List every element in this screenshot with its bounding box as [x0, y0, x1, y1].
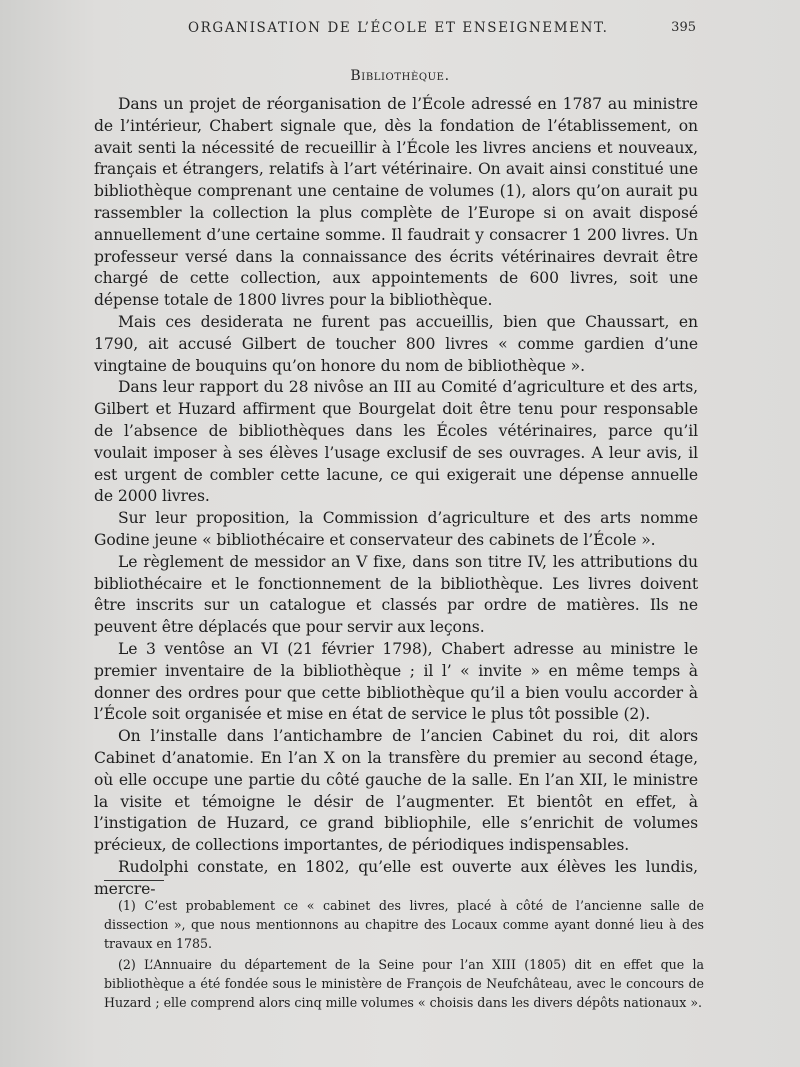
paragraph: Dans leur rapport du 28 nivôse an III au Comité d’agriculture et des arts, Gilbert et Huzard affirment que Bourgelat doit être tenu pour responsable de l’absence de bibliothèques dans les Écoles vétérinaires, parce qu’il voulait imposer à ses élèves l’usage exclusif de ses ouvrages. A leur avis, il est urgent de combler cette lacune, ce qui exigerait une dépense annuelle de 2000 livres. — [94, 378, 698, 506]
paragraph: Sur leur proposition, la Commission d’agriculture et des arts nomme Godine jeune « bibliothécaire et conservateur des cabinets de l’École ». — [94, 509, 698, 549]
footnote: (2) L’Annuaire du département de la Seine pour l’an XIII (1805) dit en effet que la bibliothèque a été fondée sous le ministère de François de Neufchâteau, avec le concours de Huzard ; elle comprend alors cinq mille volumes « choisis dans les divers dépôts nationaux ». — [104, 957, 704, 1010]
running-head — [0, 20, 800, 40]
footnotes — [104, 896, 704, 1014]
section-title: Bibliothèque. — [350, 68, 450, 84]
paragraph: On l’installe dans l’antichambre de l’ancien Cabinet du roi, dit alors Cabinet d’anatomie. En l’an X on la transfère du premier au second étage, où elle occupe une partie du côté gauche de la salle. En l’an XII, le ministre la visite et témoigne le désir de l’augmenter. Et bientôt en effet, à l’instigation de Huzard, ce grand bibliophile, elle s’enrichit de volumes précieux, de collections importantes, de périodiques indispensables. — [94, 727, 698, 855]
paragraph: Rudolphi constate, en 1802, qu’elle est ouverte aux élèves les lundis, mercre- — [94, 857, 698, 898]
paragraph: Dans un projet de réorganisation de l’École adressé en 1787 au ministre de l’intérieur, Chabert signale que, dès la fondation de l’établissement, on avait senti la nécessité de recueillir à l’École les livres anciens et nouveaux, français et étrangers, relatifs à l’art vétérinaire. On avait ainsi constitué une bibliothèque comprenant une centaine de volumes (1), alors qu’on aurait pu rassembler la collection la plus complète de l’Europe si on avait disposé annuellement d’une certaine somme. Il faudrait y consacrer 1 200 livres. Un professeur versé dans la connaissance des écrits vétérinaires devrait être chargé de cette collection, aux appointements de 600 livres, soit une dépense totale de 1800 livres pour la bibliothèque. — [94, 95, 698, 310]
page-number: 395 — [671, 20, 696, 35]
footnote-rule — [104, 880, 164, 881]
paragraph: Le règlement de messidor an V fixe, dans son titre IV, les attributions du bibliothécaire et le fonctionnement de la bibliothèque. Les livres doivent être inscrits sur un catalogue et classés par ordre de matières. Ils ne peuvent être déplacés que pour servir aux leçons. — [94, 552, 698, 637]
paragraph: Le 3 ventôse an VI (21 février 1798), Chabert adresse au ministre le premier inventaire de la bibliothèque ; il l’ « invite » en même temps à donner des ordres pour que cette bibliothèque qu’il a bien voulu accorder à l’École soit organisée et mise en état de service le plus tôt possible (2). — [94, 639, 698, 724]
running-title: ORGANISATION DE L’ÉCOLE ET ENSEIGNEMENT. — [188, 20, 609, 36]
body-text — [94, 94, 698, 900]
footnote: (1) C’est probablement ce « cabinet des livres, placé à côté de l’ancienne salle de dissection », que nous mentionnons au chapitre des Locaux comme ayant donné lieu à des travaux en 1785. — [104, 898, 704, 951]
paragraph: Mais ces desiderata ne furent pas accueillis, bien que Chaussart, en 1790, ait accusé Gilbert de toucher 800 livres « comme gardien d’une vingtaine de bouquins qu’on honore du nom de bibliothèque ». — [94, 312, 698, 375]
